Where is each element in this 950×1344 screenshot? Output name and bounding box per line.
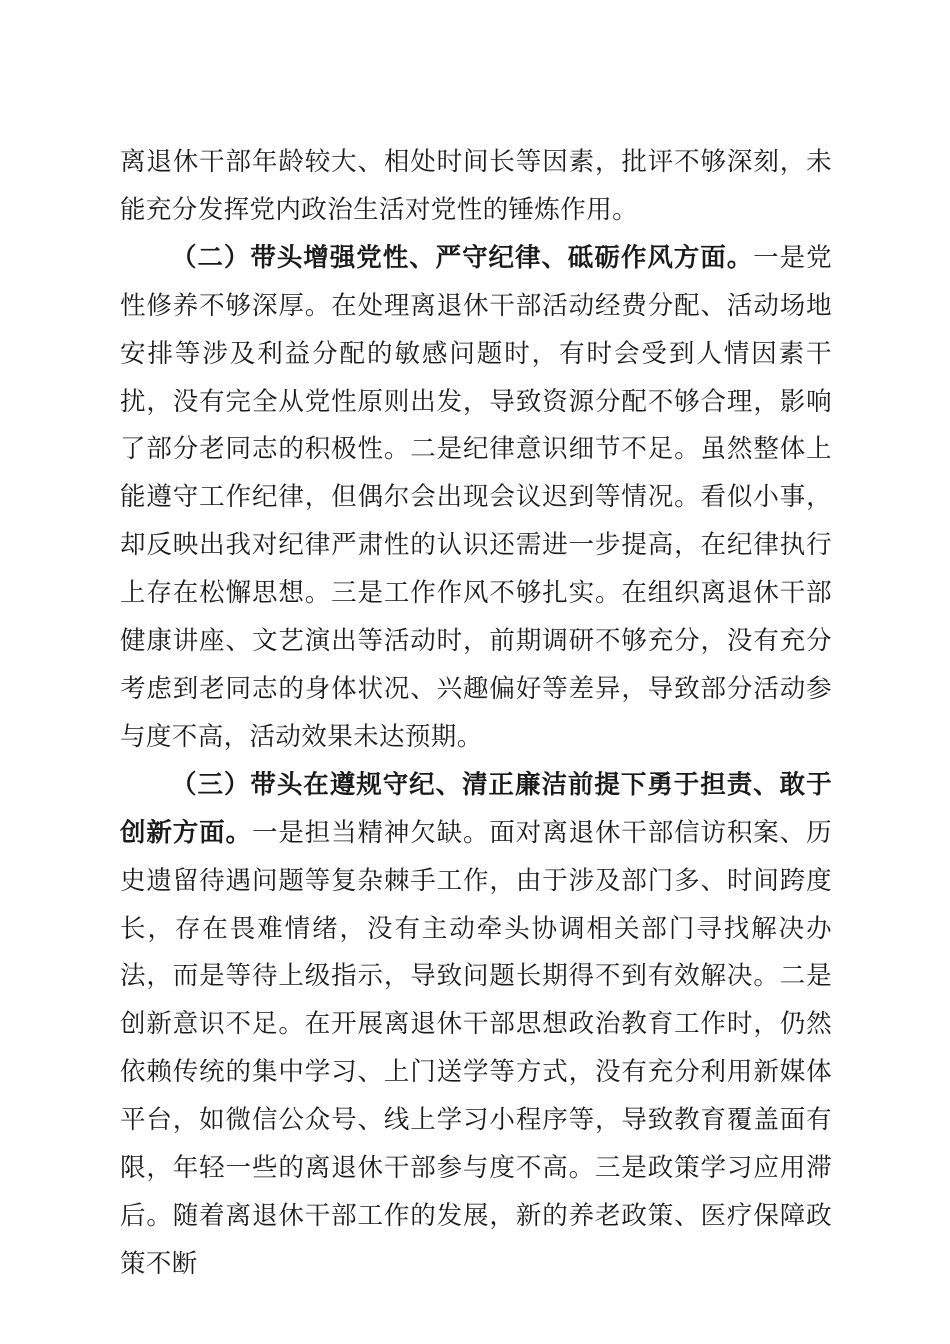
paragraph-text: 一是党性修养不够深厚。在处理离退休干部活动经费分配、活动场地安排等涉及利益分配的敏感问题时，有时会受到人情因素干扰，没有完全从党性原则出发，导致资源分配不够合理，影响了部分老同志的积极性。二是纪律意识细节不足。虽然整体上能遵守工作纪律，但偶尔会出现会议迟到等情况。看似小事，却反映出我对纪律严肃性的认识还需进一步提高，在纪律执行上存在松懈思想。三是工作作风不够扎实。在组织离退休干部健康讲座、文艺演出等活动时，前期调研不够充分，没有充分考虑到老同志的身体状况、兴趣偏好等差异，导致部分活动参与度不高，活动效果未达预期。	[120, 242, 832, 752]
paragraph-continued	[120, 139, 832, 235]
paragraph-text: 离退休干部年龄较大、相处时间长等因素，批评不够深刻，未能充分发挥党内政治生活对党性的锤炼作用。	[120, 147, 832, 225]
section-heading: （二）带头增强党性、严守纪律、砥砺作风方面。	[171, 242, 754, 273]
section-heading: （三）带头在遵规守纪、清正廉洁前提下勇于担责、敢于创新方面。	[120, 769, 832, 848]
paragraph-section-3	[120, 762, 832, 1289]
document-body	[120, 139, 832, 1289]
paragraph-section-2	[120, 235, 832, 762]
paragraph-text: 一是担当精神欠缺。面对离退休干部信访积案、历史遗留待遇问题等复杂棘手工作，由于涉及部门多、时间跨度长，存在畏难情绪，没有主动牵头协调相关部门寻找解决办法，而是等待上级指示，导致问题长期得不到有效解决。二是创新意识不足。在开展离退休干部思想政治教育工作时，仍然依赖传统的集中学习、上门送学等方式，没有充分利用新媒体平台，如微信公众号、线上学习小程序等，导致教育覆盖面有限，年轻一些的离退休干部参与度不高。三是政策学习应用滞后。随着离退休干部工作的发展，新的养老政策、医疗保障政策不断	[120, 817, 832, 1279]
